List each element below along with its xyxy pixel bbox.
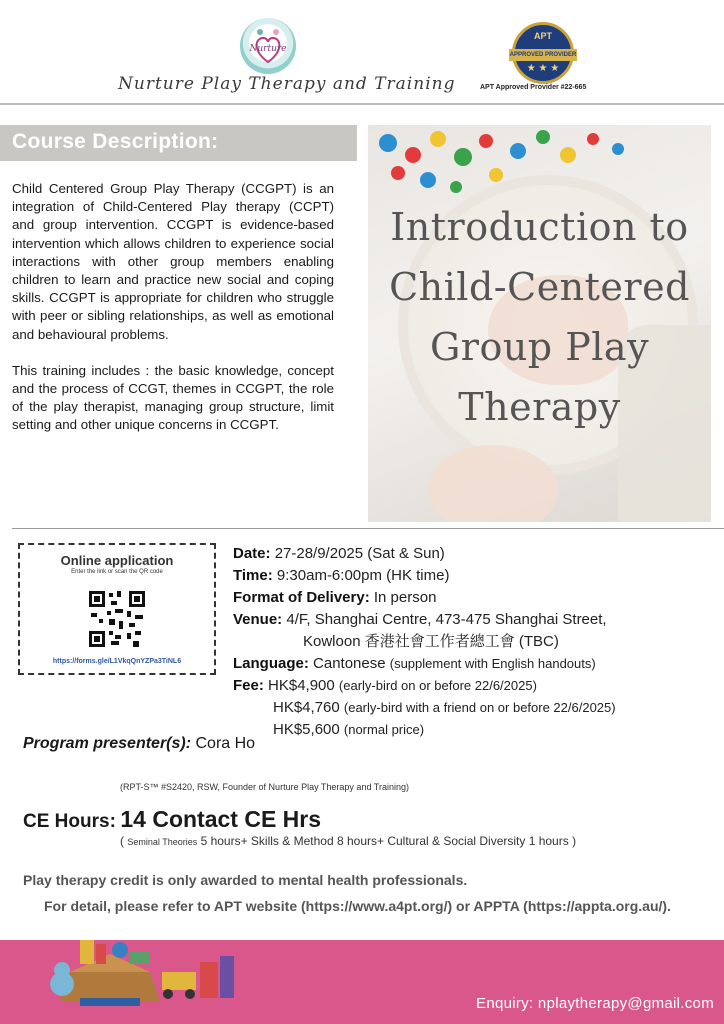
ce-open-paren: ( xyxy=(120,834,124,848)
fee-price: HK$4,760 xyxy=(273,699,340,716)
date-label: Date: xyxy=(233,545,271,562)
ce-hours-label: CE Hours: xyxy=(23,811,116,832)
ce-category-hours: 5 hours+ Skills & Method 8 hours+ Cultural & Social Diversity 1 hours xyxy=(200,834,569,848)
time-value: 9:30am-6:00pm (HK time) xyxy=(276,567,450,584)
online-application-link[interactable]: https://forms.gle/L1VkqQnYZPa3TiNL6 xyxy=(52,658,182,665)
online-application-box[interactable] xyxy=(18,543,216,675)
fee-note: (early-bird on or before 22/6/2025) xyxy=(338,678,537,693)
ce-hours xyxy=(23,806,321,833)
delivery-label: Format of Delivery: xyxy=(233,589,370,606)
fee-price: HK$5,600 xyxy=(273,721,340,738)
presenter-credentials: (RPT-S™ #S2420, RSW, Founder of Nurture Play Therapy and Training) xyxy=(120,782,409,792)
apt-badge-ribbon: APPROVED PROVIDER xyxy=(509,49,577,61)
language-label: Language: xyxy=(233,655,309,672)
ce-hours-breakdown xyxy=(120,834,576,848)
venue-value: 4/F, Shanghai Centre, 473-475 Shanghai Street, xyxy=(286,611,607,628)
course-title-line: Introduction to xyxy=(390,205,689,249)
venue-row xyxy=(233,609,607,631)
star-icon: ★ ★ ★ xyxy=(526,63,560,74)
delivery-row xyxy=(233,587,436,609)
online-application-subtitle: Enter the link or scan the QR code xyxy=(71,569,163,575)
enquiry-contact[interactable]: Enquiry: nplaytherapy@gmail.com xyxy=(476,995,714,1012)
time-row xyxy=(233,565,449,587)
ce-category: Seminal Theories xyxy=(127,837,198,847)
course-description-heading-bar xyxy=(0,125,357,161)
online-application-title: Online application xyxy=(60,553,174,568)
presenter-name: Cora Ho xyxy=(195,735,256,752)
fee-note: (early-bird with a friend on or before 22/6/2025) xyxy=(343,700,616,715)
section-divider xyxy=(12,528,724,529)
fee-row xyxy=(273,697,616,719)
fee-label: Fee: xyxy=(233,677,264,694)
course-title-line: Group Play xyxy=(429,325,650,369)
language-row xyxy=(233,653,596,675)
course-description-paragraph: Child Centered Group Play Therapy (CCGPT) is an integration of Child-Centered Play therapy (CCPT) and group intervention. CCGPT is evidence-based intervention which allows children to experience social interactions with other group members enabling children to learn and practice new social and coping skills. CCGPT is appropriate for children who struggle with peer or sibling relationships, as well as emotional and behavioural problems. xyxy=(12,181,334,342)
fee-row xyxy=(273,719,424,741)
apt-approved-provider-badge xyxy=(509,22,577,84)
course-description xyxy=(12,180,334,435)
delivery-value: In person xyxy=(373,589,437,606)
course-title-line: Therapy xyxy=(458,385,621,429)
venue-row-continued xyxy=(303,631,559,653)
course-description-paragraph: This training includes : the basic knowledge, concept and the process of CCGT, themes in CCGPT, the role of the play therapist, managing group structure, limit setting and other unique concerns in CCGPT. xyxy=(12,362,334,433)
language-note: (supplement with English handouts) xyxy=(389,656,596,671)
course-title xyxy=(368,197,711,437)
fee-row xyxy=(233,675,537,697)
presenter-label: Program presenter(s): xyxy=(23,735,192,752)
detail-reference[interactable]: For detail, please refer to APT website (https://www.a4pt.org/) or APPTA (https://appta.org.au/). xyxy=(44,898,671,914)
course-title-line: Child-Centered xyxy=(389,265,690,309)
apt-caption: APT Approved Provider #22-665 xyxy=(480,84,587,91)
header-divider xyxy=(0,103,724,105)
hero-image xyxy=(368,125,711,522)
date-value: 27-28/9/2025 (Sat & Sun) xyxy=(274,545,445,562)
fee-note: (normal price) xyxy=(343,722,425,737)
ce-hours-value: 14 Contact CE Hrs xyxy=(120,806,322,832)
date-row xyxy=(233,543,445,565)
apt-badge-text: APT xyxy=(534,31,552,41)
time-label: Time: xyxy=(233,567,273,584)
qr-code-icon[interactable] xyxy=(87,589,147,649)
course-description-heading: Course Description: xyxy=(12,130,219,153)
presenter xyxy=(23,735,255,753)
org-name: Nurture Play Therapy and Training xyxy=(118,74,456,94)
venue-value: Kowloon 香港社會工作者總工會 (TBC) xyxy=(303,633,559,650)
credit-note: Play therapy credit is only awarded to mental health professionals. xyxy=(23,872,468,888)
ce-close-paren: ) xyxy=(572,834,577,848)
toys-illustration xyxy=(40,932,240,1010)
fee-price: HK$4,900 xyxy=(268,677,335,694)
nurture-logo xyxy=(240,18,296,74)
venue-label: Venue: xyxy=(233,611,283,628)
language-value: Cantonese xyxy=(313,655,386,672)
logo-text: Nurture xyxy=(249,44,287,54)
